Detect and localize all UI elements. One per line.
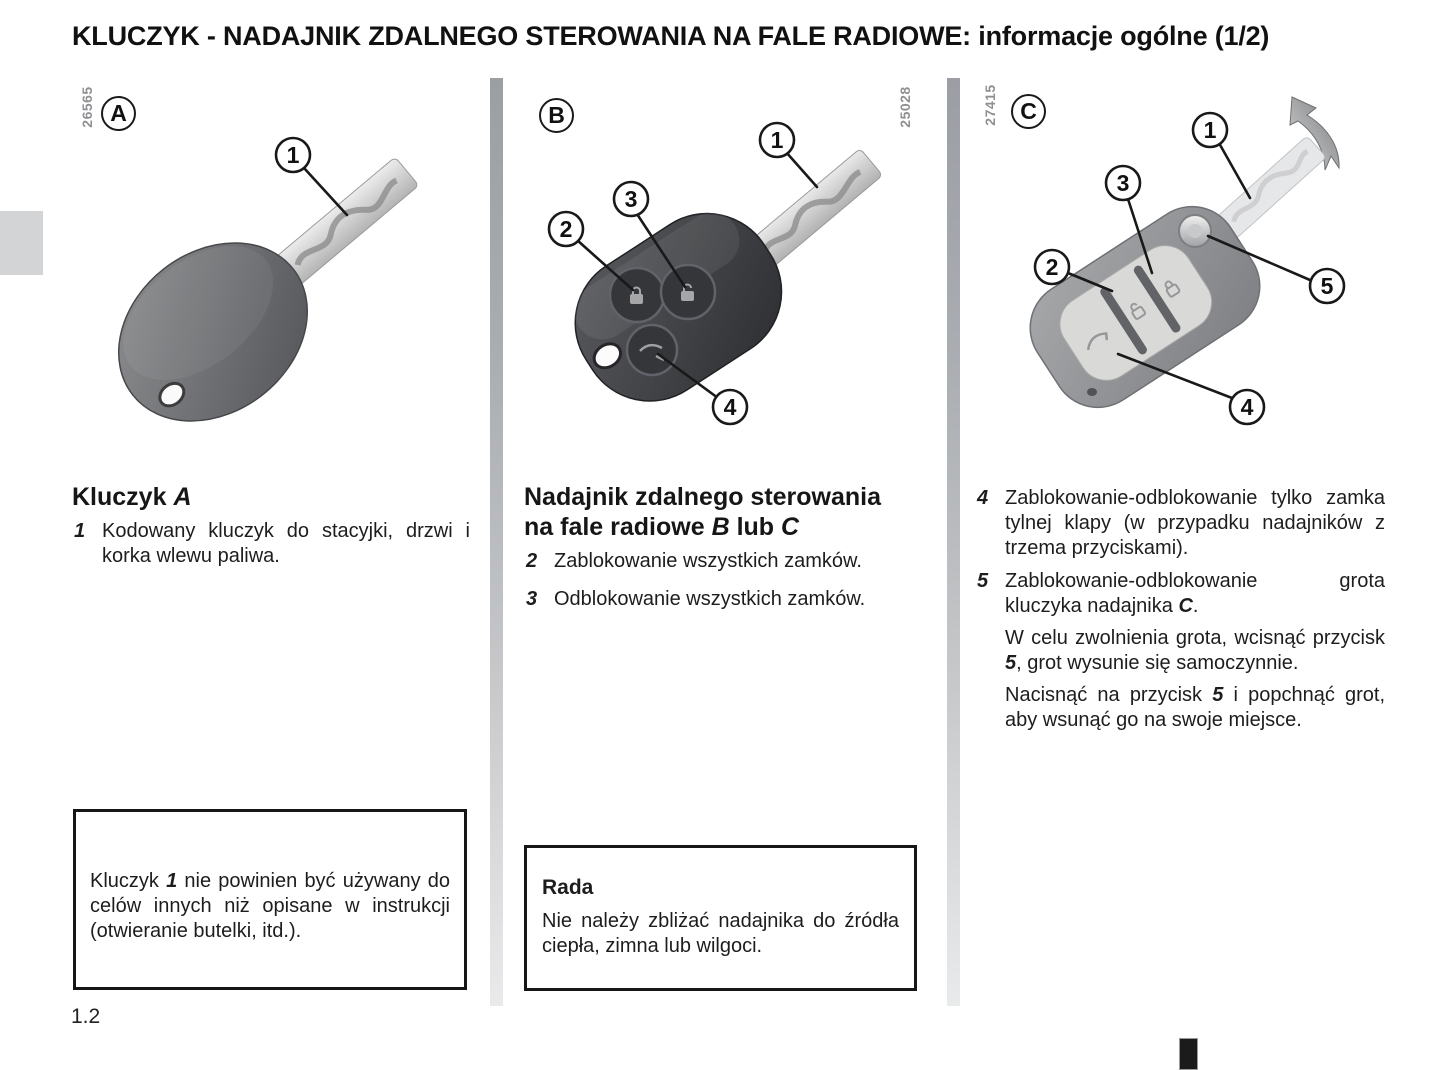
svg-text:1: 1 [770,127,784,153]
unlock-button [661,265,715,319]
paragraph: Nacisnąć na przycisk 5 i popchnąć grot, aby wsunąć go na swoje miejsce. [1005,684,1385,731]
key-reference: C [1178,595,1193,617]
callout-2 [549,212,583,246]
svg-text:3: 3 [1116,170,1130,196]
chapter-tab [0,211,43,275]
callout-1 [276,138,310,172]
advice-text: Nie należy zbliżać nadajnika do źródła ciepła, zimna lub wilgoci. [542,910,899,957]
svg-text:5: 5 [1320,273,1334,299]
keyring-hole [1087,388,1097,396]
advice-title: Rada [542,876,594,899]
button-reference: 5 [1212,684,1224,706]
svg-text:1: 1 [286,142,300,168]
item-number: 3 [526,588,538,610]
key-reference: 1 [166,870,178,892]
key-reference: C [781,513,800,541]
blade-release-button [1179,215,1211,247]
item-number: 1 [74,520,86,542]
photo-number: 26565 [79,86,95,128]
svg-text:3: 3 [624,186,638,212]
callout-4 [1230,390,1264,424]
item-text: Zablokowanie wszystkich zamków. [554,550,862,572]
callout-1 [1193,113,1227,147]
list-item [977,486,1385,561]
callout-2 [1035,250,1069,284]
photo-number: 27415 [982,84,998,126]
callout-line-1 [304,168,347,215]
tailgate-button [627,325,677,375]
svg-text:4: 4 [723,394,737,420]
list-item [977,569,1385,619]
callout-5 [1310,269,1344,303]
item-text: Zablokowanie-odblokowanie grota kluczyka nadajnika C. [1005,570,1385,617]
item-number: 2 [526,550,538,572]
callout-3 [614,182,648,216]
svg-text:2: 2 [559,216,573,242]
button-reference: 5 [1005,652,1017,674]
list-item [526,587,898,612]
callout-1 [760,123,794,157]
svg-text:4: 4 [1240,394,1254,420]
callout-4 [713,390,747,424]
page-number: 1.2 [71,1005,101,1028]
column-divider [490,78,503,1006]
column-divider [947,78,960,1006]
figure-key-a [110,130,470,460]
key-reference: B [711,513,730,541]
section-b-heading: Nadajnik zdalnego sterowania na fale radiowe B lub C [524,483,882,541]
svg-text:2: 2 [1045,254,1059,280]
page-title: KLUCZYK - NADAJNIK ZDALNEGO STEROWANIA NA FALE RADIOWE: informacje ogólne (1/2) [72,21,1270,51]
key-blade [1216,136,1326,239]
item-number: 4 [977,487,989,509]
figure-remote-b [530,118,930,463]
callout-line-1 [1219,143,1250,198]
callout-line-1 [786,152,817,187]
advice-box [524,845,917,991]
paragraph: W celu zwolnienia grota, wcisnąć przycisk 5, grot wysunie się samoczynnie. [1005,627,1385,674]
list-item [74,519,470,569]
print-registration-mark [1179,1038,1198,1070]
list-item [526,549,898,574]
figure-label-c: C [1011,94,1046,129]
figure-label-a: A [101,96,136,131]
svg-text:1: 1 [1203,117,1217,143]
key-reference: A [173,483,192,511]
figure-flip-key-c [1000,90,1420,460]
photo-number: 25028 [897,86,913,128]
item-text: Zablokowanie-odblokowanie tylko zamka tylnej klapy (w przypadku nadajników z trzema przyciskami). [1005,487,1385,559]
warning-box-a: Kluczyk 1 nie powinien być używany do celów innych niż opisane w instrukcji (otwieranie butelki, itd.). [73,809,467,990]
item-text: Kodowany kluczyk do stacyjki, drzwi i korka wlewu paliwa. [102,520,470,567]
figure-label-b: B [539,98,574,133]
item-number: 5 [977,570,989,592]
item-text: Odblokowanie wszystkich zamków. [554,588,866,610]
callout-3 [1106,166,1140,200]
key-blade [274,157,419,287]
section-a-heading: Kluczyk A [72,483,192,511]
